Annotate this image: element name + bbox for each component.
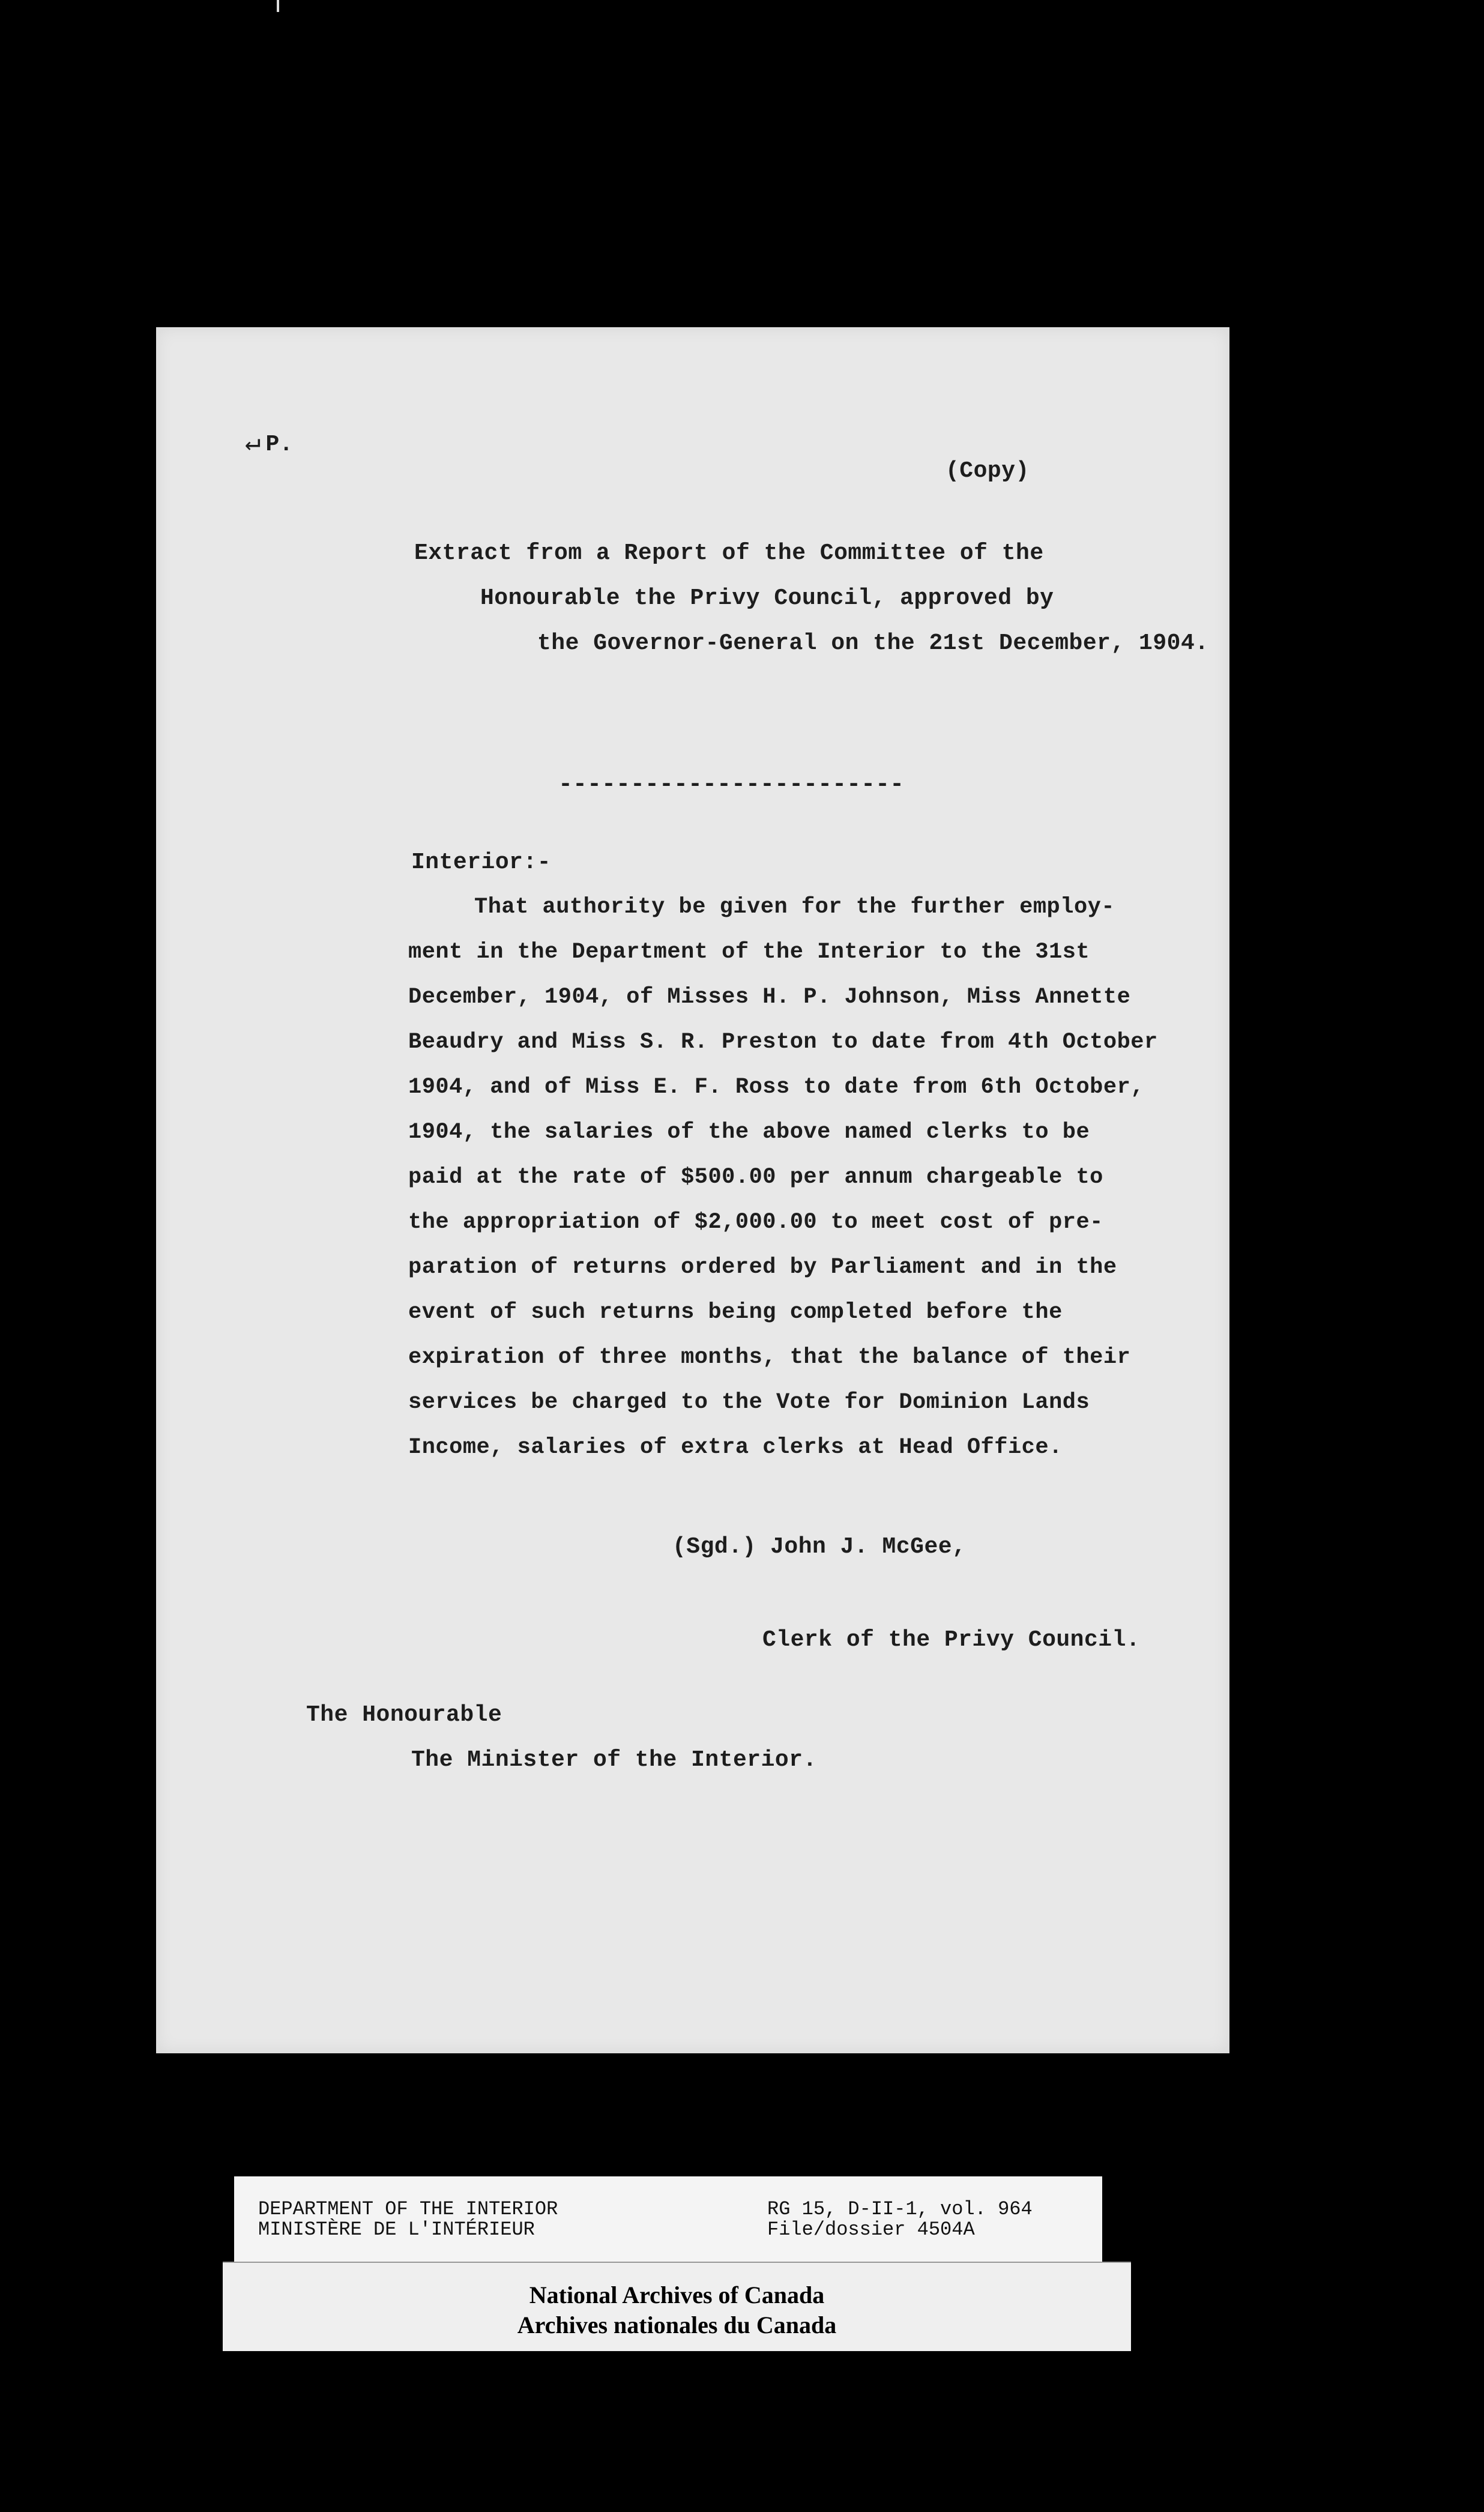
record-group-reference: RG 15, D-II-1, vol. 964 [767,2198,1033,2220]
heading-line-2: Honourable the Privy Council, approved by [480,585,1054,611]
archive-reference-label [234,2176,1102,2263]
heading-line-1: Extract from a Report of the Committee of the [414,540,1044,566]
body-line: event of such returns being completed before the [408,1300,1063,1325]
signature: (Sgd.) John J. McGee, [672,1534,967,1560]
body-line: ment in the Department of the Interior to the 31st [408,940,1090,965]
department-french: MINISTÈRE DE L'INTÉRIEUR [258,2218,535,2241]
body-line: 1904, the salaries of the above named clerks to be [408,1120,1090,1145]
document-page [156,327,1229,2053]
body-line: That authority be given for the further employ- [474,895,1115,920]
body-line: paid at the rate of $500.00 per annum chargeable to [408,1165,1103,1190]
archives-name-french: Archives nationales du Canada [517,2311,837,2338]
body-line: Income, salaries of extra clerks at Head Office. [408,1435,1063,1460]
addressee-line-1: The Honourable [306,1702,502,1728]
heading-line-3: the Governor-General on the 21st December, 1904. [537,630,1209,656]
body-line: the appropriation of $2,000.00 to meet cost of pre- [408,1210,1103,1235]
archives-name-english: National Archives of Canada [529,2281,825,2308]
scan-edge-mark [277,0,279,12]
body-line: expiration of three months, that the balance of their [408,1345,1131,1370]
copy-label: (Copy) [946,458,1030,484]
body-line: paration of returns ordered by Parliament and in the [408,1255,1117,1280]
body-line: services be charged to the Vote for Dominion Lands [408,1390,1090,1415]
page-mark: ↵ P. [245,429,294,459]
archives-name-label [223,2262,1131,2351]
signature-title: Clerk of the Privy Council. [762,1627,1141,1653]
body-line: Beaudry and Miss S. R. Preston to date from 4th October [408,1030,1158,1055]
section-label: Interior:- [411,850,552,875]
body-line: December, 1904, of Misses H. P. Johnson, Miss Annette [408,985,1131,1010]
separator-line: ------------------------ [558,771,905,799]
file-reference: File/dossier 4504A [767,2218,975,2241]
department-english: DEPARTMENT OF THE INTERIOR [258,2198,558,2220]
body-line: 1904, and of Miss E. F. Ross to date from 6th October, [408,1075,1144,1100]
addressee-line-2: The Minister of the Interior. [411,1747,817,1773]
